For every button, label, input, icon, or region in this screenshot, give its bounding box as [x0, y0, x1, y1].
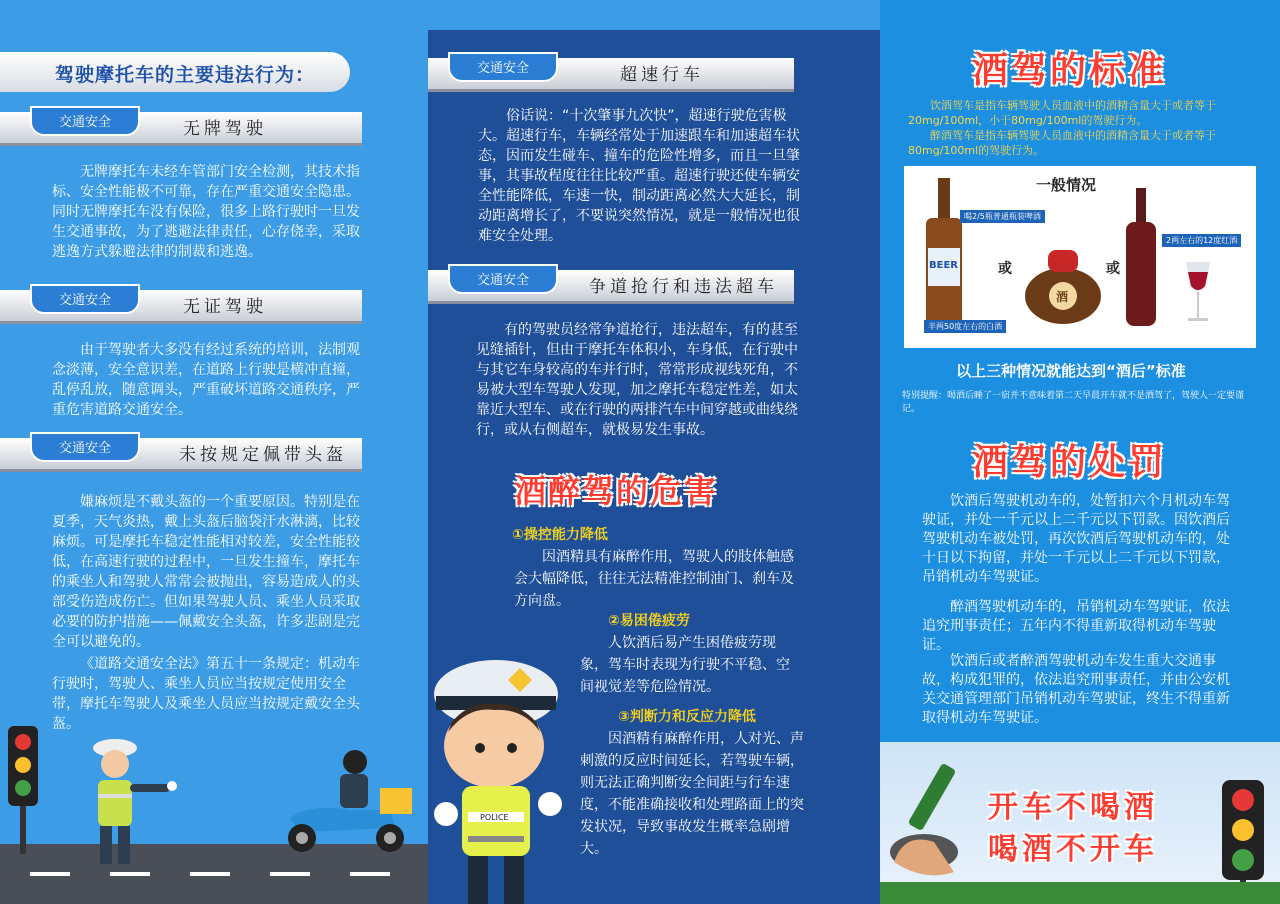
law-text: 《道路交通安全法》第五十一条规定：机动车行驶时，驾驶人、乘坐人员应当按规定使用安全带，摩托车驾驶人及乘坐人员应当按规定戴安全头盔。	[52, 656, 360, 732]
beer-label: 喝2/5瓶普通瓶装啤酒	[960, 210, 1045, 223]
or-text-1: 或	[998, 261, 1012, 277]
slogan-line-1: 开车不喝酒	[988, 790, 1158, 825]
left-title-bar	[0, 52, 350, 92]
section-bar-unlicensed	[0, 112, 362, 146]
section-body: 有的驾驶员经常争道抢行，违法超车，有的甚至见缝插针，但由于摩托车体积小，车身低，在行驶中与其它车身较高的车并行时，常常形成视线死角，不易被大型车驾驶人发现，加之摩托车稳定性差，如太靠近大型车、或在行驶的两排汽车中间穿越或曲线绕行，或从右侧超车，就极易发生事故。	[476, 322, 798, 438]
danger-body: 因酒精具有麻醉作用，驾驶人的肢体触感会大幅降低，往往无法精准控制油门、刹车及方向盘。	[514, 549, 794, 609]
left-panel	[0, 0, 428, 904]
section-bar-helmet	[0, 438, 362, 472]
middle-panel	[428, 0, 880, 904]
left-title: 驾驶摩托车的主要违法行为：	[55, 64, 316, 86]
baijiu-jar-icon	[1020, 246, 1106, 326]
grass-strip	[880, 882, 1280, 904]
danger-heading: ②易困倦疲劳	[608, 613, 690, 629]
section-title: 超速行车	[620, 65, 704, 85]
or-text-2: 或	[1106, 261, 1120, 277]
section-tag: 交通安全	[30, 284, 140, 314]
slogan-banner	[880, 742, 1280, 904]
danger-heading: ③判断力和反应力降低	[618, 709, 756, 725]
section-title: 争道抢行和违法超车	[589, 277, 778, 297]
section-bar-speeding	[428, 58, 794, 92]
baijiu-text: 酒	[1056, 290, 1069, 304]
wine-label: 2两左右的12度红酒	[1162, 234, 1241, 247]
reach-standard-text: 以上三种情况就能达到“酒后”标准	[956, 362, 1186, 380]
penalty-body-1: 饮酒后驾驶机动车的，处暂扣六个月机动车驾驶证，并处一千元以上二千元以下罚款。因饮酒后驾驶机动车被处罚，再次饮酒后驾驶机动车的，处十日以下拘留，并处一千元以上二千元以下罚款，吊销机动车驾驶证。	[922, 493, 1230, 585]
danger-title: 酒醉驾的危害	[514, 472, 719, 510]
hand-car-bottle-icon	[884, 762, 984, 892]
danger-heading: ①操控能力降低	[512, 527, 608, 543]
section-tag: 交通安全	[30, 106, 140, 136]
penalty-body-3: 饮酒后或者醉酒驾驶机动车发生重大交通事故，构成犯罪的，依法追究刑事责任，并由公安机关交通管理部门吊销机动车驾驶证，终生不得重新取得机动车驾驶证。	[922, 653, 1230, 726]
beer-bottle-icon	[922, 178, 966, 328]
penalty-body-2: 醉酒驾驶机动车的，吊销机动车驾驶证，依法追究刑事责任；五年内不得重新取得机动车驾驶证。	[922, 599, 1230, 653]
section-title: 无证驾驶	[183, 297, 267, 317]
section-bar-no-license	[0, 290, 362, 324]
section-title: 无牌驾驶	[183, 119, 267, 139]
right-panel	[880, 0, 1280, 904]
special-tip: 特别提醒：喝酒后睡了一宿并不意味着第二天早晨开车就不是酒驾了，驾驶人一定要谨记。	[902, 391, 1245, 414]
standard-body-2: 醉酒驾车是指车辆驾驶人员血液中的酒精含量大于或者等于80mg/100ml的驾驶行为。	[908, 129, 1216, 157]
section-bar-overtaking	[428, 270, 794, 304]
standard-title: 酒驾的标准	[972, 50, 1168, 91]
baijiu-label: 半两50度左右的白酒	[924, 320, 1006, 333]
slogan-line-2: 喝酒不开车	[988, 832, 1158, 867]
police-badge-text: POLICE	[480, 813, 509, 822]
traffic-police-icon	[70, 736, 180, 866]
section-tag: 交通安全	[448, 52, 558, 82]
section-tag: 交通安全	[30, 432, 140, 462]
danger-body: 因酒精有麻醉作用，人对光、声刺激的反应时间延长，若驾驶车辆，则无法正确判断安全间距与行车速度，不能准确接收和处理路面上的突发状况，导致事故发生概率急剧增大。	[580, 731, 804, 857]
cartoon-police-icon	[428, 636, 578, 904]
section-tag: 交通安全	[448, 264, 558, 294]
section-body: 由于驾驶者大多没有经过系统的培训，法制观念淡薄，安全意识差，在道路上行驶是横冲直撞，乱停乱放，随意调头，严重破坏道路交通秩序，严重危害道路交通安全。	[52, 342, 360, 418]
section-body: 无牌摩托车未经车管部门安全检测，其技术指标、安全性能极不可靠，存在严重交通安全隐患。同时无牌摩托车没有保险，很多上路行驶时一旦发生交通事故，为了逃避法律责任，心存侥幸，采取逃逸方式躲避法律的制裁和逃逸。	[52, 164, 360, 260]
wine-bottle-icon	[1124, 188, 1224, 328]
danger-body: 人饮酒后易产生困倦疲劳现象，驾车时表现为行驶不平稳、空间视觉差等危险情况。	[580, 635, 790, 695]
chart-title: 一般情况	[1036, 176, 1097, 194]
wave-top	[428, 0, 880, 30]
standard-body-1: 饮酒驾车是指车辆驾驶人员血液中的酒精含量大于或者等于20mg/100ml，小于80mg/100ml的驾驶行为。	[908, 99, 1216, 127]
beer-text: BEER	[929, 260, 958, 271]
scooter-rider-icon	[270, 748, 420, 858]
section-title: 未按规定佩带头盔	[179, 445, 347, 465]
penalty-title: 酒驾的处罚	[972, 442, 1168, 483]
section-body: 俗话说：“十次肇事九次快”，超速行驶危害极大。超速行车，车辆经常处于加速跟车和加速超车状态，因而发生碰车、撞车的危险性增多，而且一旦肇事，其事故程度往往比较严重。超速行驶还使车辆安全性能降低，车速一快，制动距离必然大大延长，制动距离增长了，不要说突然情况，就是一般情况也很难安全处理。	[478, 108, 800, 244]
alcohol-chart-card	[904, 166, 1256, 348]
section-body: 嫌麻烦是不戴头盔的一个重要原因。特别是在夏季，天气炎热，戴上头盔后脑袋汗水淋漓，比较麻烦。可是摩托车稳定性能相对较差，安全性能较低，在高速行驶的过程中，一旦发生撞车，摩托车的乘坐人和驾驶人常常会被抛出，容易造成人的头部受伤造成伤亡。但如果驾驶人员、乘坐人员采取必要的防护措施——佩戴安全头盔，许多悲剧是完全可以避免的。	[52, 494, 360, 650]
traffic-light-icon	[4, 724, 44, 854]
